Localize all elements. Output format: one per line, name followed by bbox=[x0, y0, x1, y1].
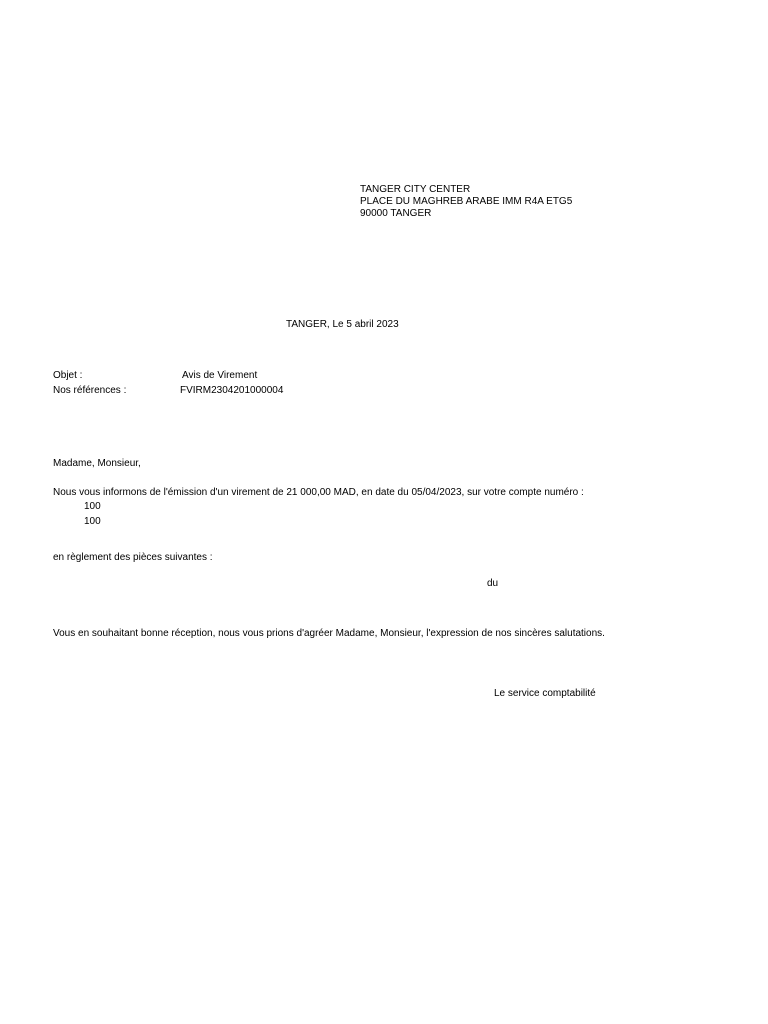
signature: Le service comptabilité bbox=[494, 688, 596, 699]
object-value: Avis de Virement bbox=[182, 370, 258, 381]
recipient-line-2: PLACE DU MAGHREB ARABE IMM R4A ETG5 bbox=[360, 196, 573, 207]
place-date-line: TANGER, Le 5 abril 2023 bbox=[286, 319, 399, 330]
recipient-line-1: TANGER CITY CENTER bbox=[360, 184, 471, 195]
settlement-line: en règlement des pièces suivantes : bbox=[53, 552, 213, 563]
recipient-address bbox=[360, 184, 572, 220]
closing-paragraph: Vous en souhaitant bonne réception, nous vous prions d'agréer Madame, Monsieur, l'expression de nos sincères salutations. bbox=[53, 628, 605, 639]
account-number-1: 100 bbox=[84, 501, 101, 512]
references-label: Nos références : bbox=[53, 385, 127, 396]
account-number-2: 100 bbox=[84, 516, 101, 527]
intro-paragraph: Nous vous informons de l'émission d'un virement de 21 000,00 MAD, en date du 05/04/2023, sur votre compte numéro : bbox=[53, 487, 584, 498]
object-label: Objet : bbox=[53, 370, 83, 381]
salutation: Madame, Monsieur, bbox=[53, 458, 141, 469]
du-label: du bbox=[487, 578, 499, 589]
references-value: FVIRM2304201000004 bbox=[180, 385, 284, 396]
recipient-line-3: 90000 TANGER bbox=[360, 208, 432, 219]
